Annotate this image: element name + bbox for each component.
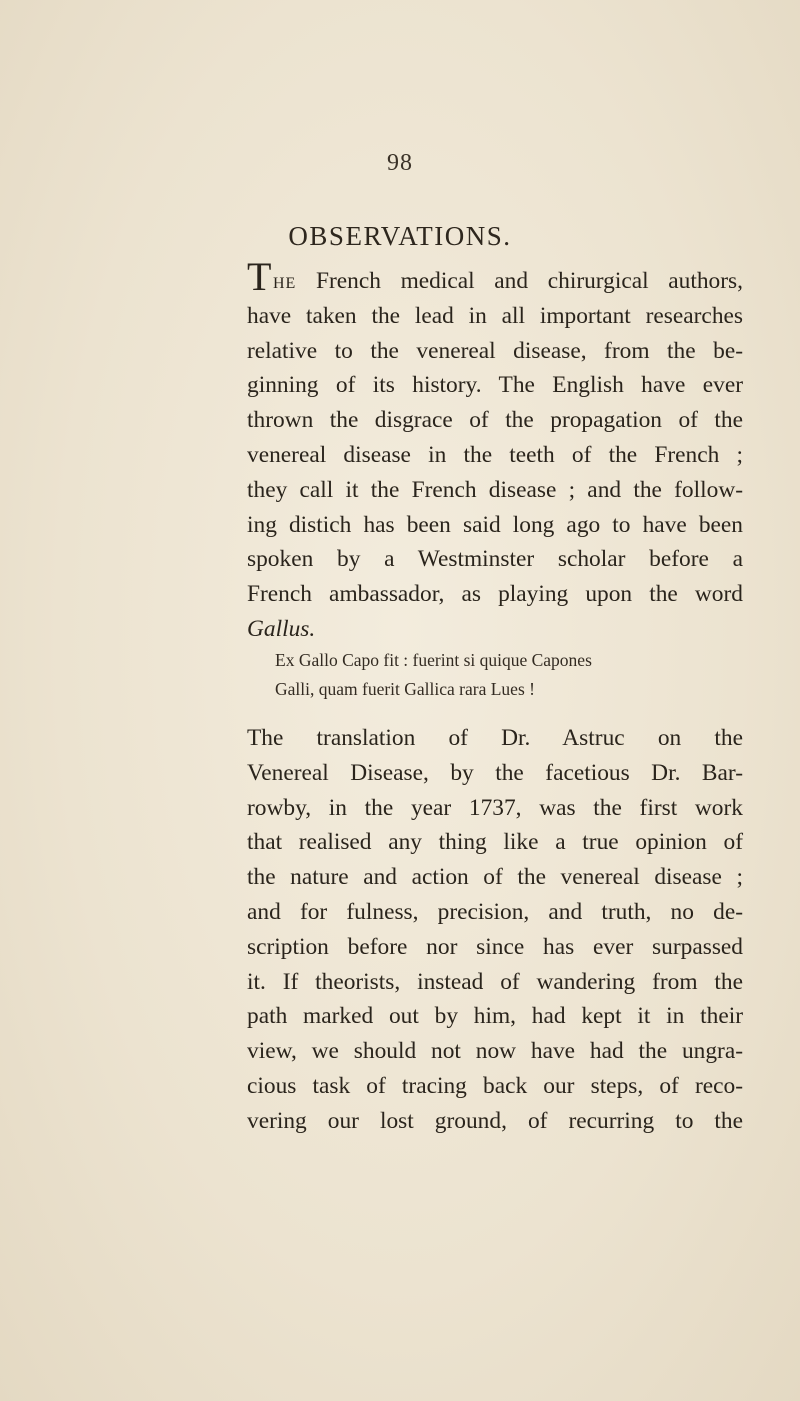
paragraph-1-last-line: Gallus. — [247, 615, 316, 642]
paragraph-1-line: spoken by a Westminster scholar before a — [247, 546, 743, 573]
paragraph-2-line: vering our lost ground, of recurring to the — [247, 1107, 743, 1134]
paragraph-1 — [247, 254, 743, 647]
paragraph-2-line: the nature and action of the venereal disease ; — [247, 864, 743, 891]
page-heading: OBSERVATIONS. — [288, 221, 512, 251]
paragraph-1-line: relative to the venereal disease, from the be- — [247, 337, 743, 364]
paragraph-2-line: view, we should not now have had the ungra- — [247, 1038, 743, 1065]
small-caps-word: he — [273, 268, 297, 294]
drop-cap: T — [247, 254, 272, 299]
paragraph-1-line: ing distich has been said long ago to have been — [247, 511, 743, 538]
paragraph-2-line: and for fulness, precision, and truth, no de- — [247, 898, 743, 925]
paragraph-2-line: rowby, in the year 1737, was the first work — [247, 794, 743, 821]
paragraph-2-line: path marked out by him, had kept it in their — [247, 1003, 743, 1030]
paragraph-1-line: thrown the disgrace of the propagation of the — [247, 407, 743, 434]
paragraph-2 — [247, 721, 743, 1139]
paragraph-2-line: it. If theorists, instead of wandering from the — [247, 968, 743, 995]
paragraph-1-line: T he French medical and chirurgical authors, — [247, 254, 743, 299]
paragraph-2-line: cious task of tracing back our steps, of reco- — [247, 1072, 743, 1099]
paragraph-2-line: scription before nor since has ever surpassed — [247, 933, 743, 960]
paragraph-2-line: Venereal Disease, by the facetious Dr. Bar- — [247, 759, 743, 786]
page-number: 98 — [387, 150, 413, 176]
paragraph-1-line: venereal disease in the teeth of the French ; — [247, 441, 743, 468]
paragraph-2-line: The translation of Dr. Astruc on the — [247, 725, 743, 751]
paragraph-1-line: they call it the French disease ; and the follow- — [247, 476, 743, 503]
distich-line: Ex Gallo Capo fit : fuerint si quique Capones — [275, 650, 592, 670]
latin-distich — [275, 646, 695, 704]
paragraph-1-line: ginning of its history. The English have ever — [247, 372, 743, 399]
paragraph-1-line: have taken the lead in all important researches — [247, 302, 743, 329]
paragraph-1-line: French ambassador, as playing upon the word — [247, 581, 743, 608]
distich-line: Galli, quam fuerit Gallica rara Lues ! — [275, 679, 535, 699]
paragraph-2-line: that realised any thing like a true opinion of — [247, 829, 743, 856]
